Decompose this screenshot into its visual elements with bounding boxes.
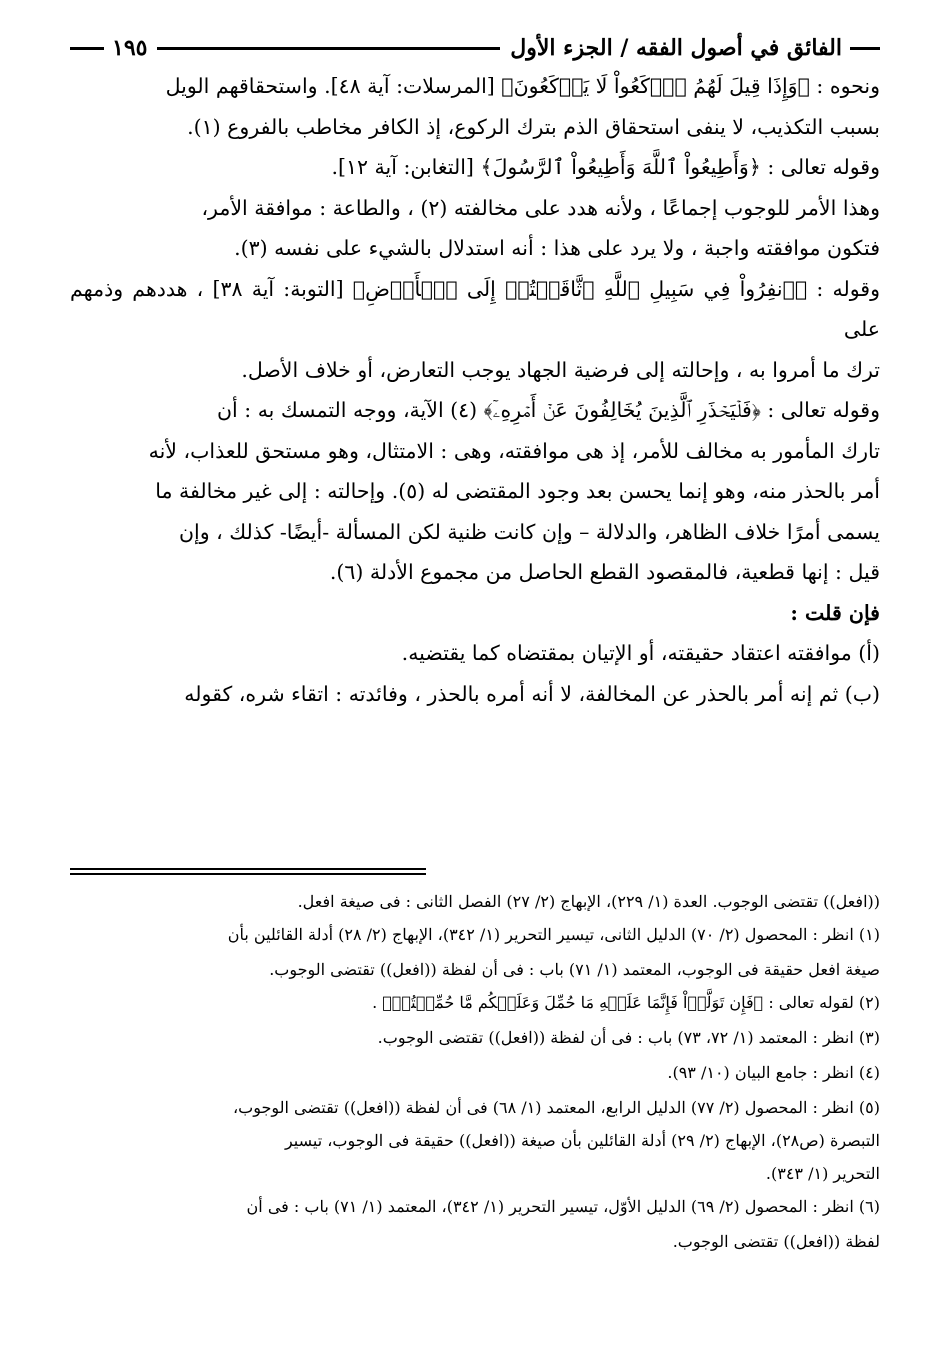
page bbox=[70, 30, 880, 714]
footnote-line: (١) انظر : المحصول (٢/ ٧٠) الدليل الثانى، تيسير التحرير (١/ ٣٤٢)، الإبهاج (٢/ ٢٨) أدلة القائلين بأن bbox=[227, 925, 880, 944]
header-rule-right bbox=[850, 47, 880, 50]
text-line: يسمى أمرًا خلاف الظاهر، والدلالة – وإن كانت ظنية لكن المسألة -أيضًا- كذلك ، وإن bbox=[178, 519, 880, 544]
text-line: بسبب التكذيب، لا ينفى استحقاق الذم بترك الركوع، إذ الكافر مخاطب بالفروع (١). bbox=[187, 114, 880, 139]
header-rule-middle bbox=[157, 47, 500, 50]
footnote-line: التبصرة (ص٢٨)، الإبهاج (٢/ ٢٩) أدلة القائلين بأن صيغة ((افعل)) حقيقة فى الوجوب، تيسير bbox=[284, 1131, 880, 1150]
text-line: ترك ما أمروا به ، وإحالته إلى فرضية الجهاد يوجب التعارض، أو خلاف الأصل. bbox=[241, 357, 880, 382]
footnote-line: التحرير (١/ ٣٤٣). bbox=[765, 1164, 880, 1183]
book-title: الفائق في أصول الفقه / الجزء الأول bbox=[510, 35, 842, 61]
text-line: وهذا الأمر للوجوب إجماعًا ، ولأنه هدد على مخالفته (٢) ، والطاعة : موافقة الأمر، bbox=[201, 195, 880, 220]
header-rule-left bbox=[70, 47, 104, 50]
text-line: وقوله : ﴿ٱنفِرُواْ فِي سَبِيلِ ٱللَّهِ ٱثَّاقَلۡتُمۡ إِلَى ٱلۡأَرۡضِ﴾ [التوبة: آية ٣٨] ، هددهم وذمهم على bbox=[70, 276, 881, 341]
text-line: قيل : إنها قطعية، فالمقصود القطع الحاصل من مجموع الأدلة (٦). bbox=[329, 560, 880, 584]
separator-line bbox=[70, 873, 426, 875]
item-b: (ب) ثم إنه أمر بالحذر عن المخالفة، لا أنه أمره بالحذر ، وفائدته : اتقاء شره، كقوله bbox=[184, 681, 880, 706]
footnote-line: (٥) انظر : المحصول (٢/ ٧٧) الدليل الرابع، المعتمد (١/ ٦٨) فى أن لفظة ((افعل)) تقتضى الوجوب، bbox=[232, 1098, 880, 1117]
footnote-line: لفظة ((افعل)) تقتضى الوجوب. bbox=[672, 1232, 880, 1251]
footnote-line: (٢) لقوله تعالى : ﴿فَإِن تَوَلَّوۡاْ فَإِنَّمَا عَلَيۡهِ مَا حُمِّلَ وَعَلَيۡكُم مَّا حُمِّلۡتُمۡ﴾ . bbox=[372, 993, 880, 1012]
running-header bbox=[70, 30, 880, 66]
item-a: (أ) موافقته اعتقاد حقيقته، أو الإتيان بمقتضاه كما يقتضيه. bbox=[401, 641, 880, 665]
footnotes bbox=[70, 885, 880, 1258]
footnote-line: صيغة افعل حقيقة فى الوجوب، المعتمد (١/ ٧١) باب : فى أن لفظة ((افعل)) تقتضى الوجوب. bbox=[269, 960, 880, 979]
text-line: ونحوه : ﴿وَإِذَا قِيلَ لَهُمُ ٱرۡكَعُواْ لَا يَرۡكَعُونَ﴾ [المرسلات: آية ٤٨]. واستحقاقهم الويل bbox=[165, 74, 880, 98]
footnote-separator bbox=[70, 868, 426, 875]
footnote-line: ((افعل)) تقتضى الوجوب. العدة (١/ ٢٢٩)، الإبهاج (٢/ ٢٧) الفصل الثانى : فى صيغة افعل. bbox=[297, 892, 880, 911]
page-number: ١٩٥ bbox=[112, 35, 148, 61]
text-line: تارك المأمور به مخالف للأمر، إذ هى موافقته، وهى : الامتثال، وهو مستحق للعذاب، لأنه bbox=[148, 438, 880, 463]
footnote-line: (٦) انظر : المحصول (٢/ ٦٩) الدليل الأوّل، تيسير التحرير (١/ ٣٤٢)، المعتمد (١/ ٧١) باب : فى أن bbox=[246, 1197, 880, 1216]
text-line: فتكون موافقته واجبة ، ولا يرد على هذا : أنه استدلال بالشيء على نفسه (٣). bbox=[234, 236, 880, 260]
footnote-line: (٣) انظر : المعتمد (١/ ٧٢، ٧٣) باب : فى أن لفظة ((افعل)) تقتضى الوجوب. bbox=[377, 1028, 880, 1047]
section-heading: فإن قلت : bbox=[790, 600, 880, 625]
text-line: وقوله تعالى : ﴿فَلۡيَحۡذَرِ ٱلَّذِينَ يُخَالِفُونَ عَنۡ أَمۡرِهِۦٓ﴾ (٤) الآية، ووجه التمسك به : أن bbox=[217, 398, 880, 422]
text-line: أمر بالحذر منه، وهو إنما يحسن بعد وجود المقتضى له (٥). وإحالته : إلى غير مخالفة ما bbox=[155, 479, 880, 503]
main-text bbox=[70, 66, 880, 714]
separator-line bbox=[70, 868, 426, 870]
footnote-line: (٤) انظر : جامع البيان (١٠/ ٩٣). bbox=[667, 1063, 880, 1082]
text-line: وقوله تعالى : ﴿وَأَطِيعُواْ ٱللَّهَ وَأَطِيعُواْ ٱلرَّسُولَ﴾ [التغابن: آية ١٢]. bbox=[331, 155, 880, 179]
